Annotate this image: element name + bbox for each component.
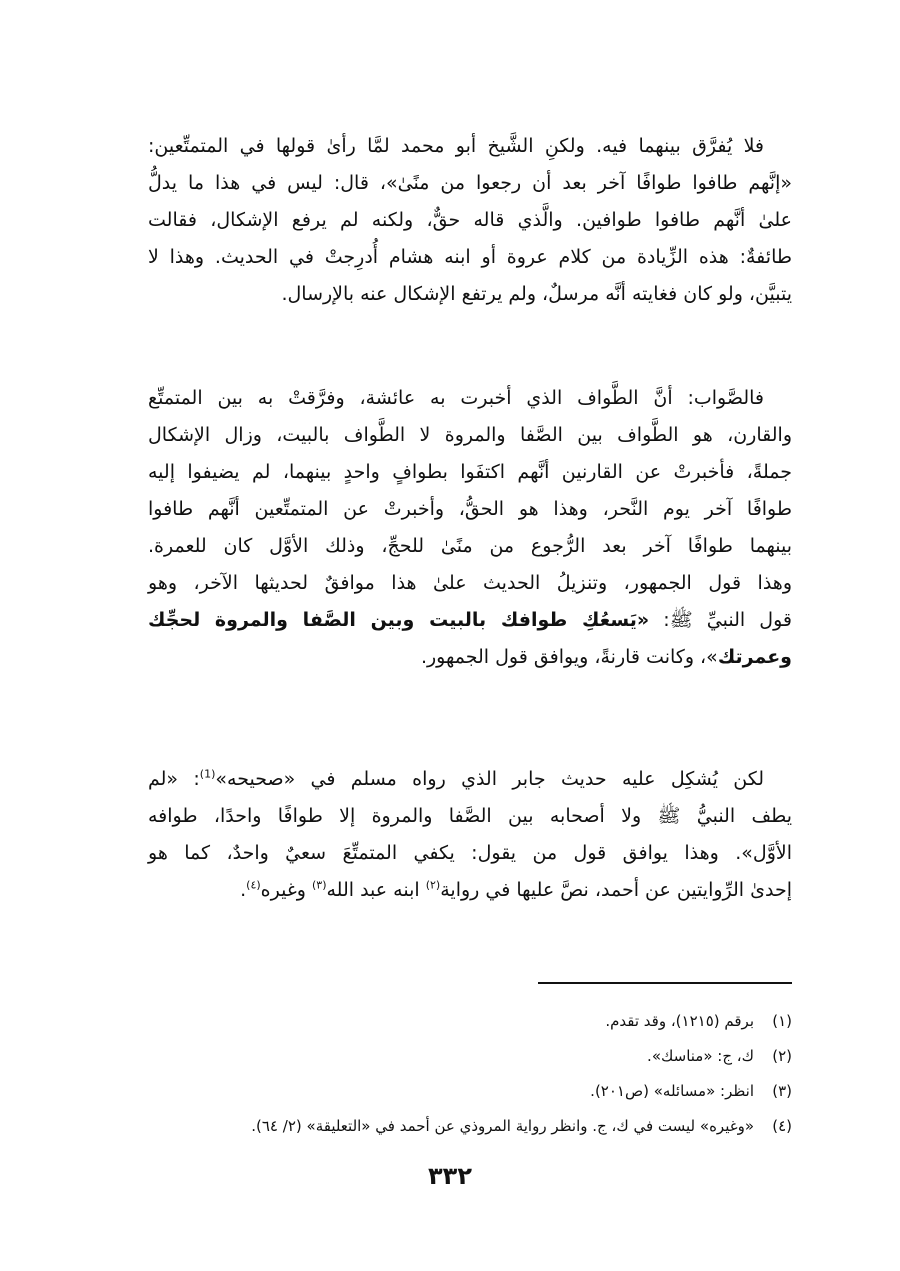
footnote-number: (١) xyxy=(772,1012,792,1030)
footnote-separator xyxy=(538,982,792,984)
hadith-quote: «يَسعُكِ طوافك بالبيت وبين الصَّفا والمروة لحجِّك xyxy=(148,609,650,631)
text-line xyxy=(148,761,792,798)
footnote xyxy=(148,1004,792,1039)
text-line xyxy=(148,417,792,454)
text-line xyxy=(148,239,792,276)
text-line xyxy=(148,872,792,909)
text-line xyxy=(148,276,792,313)
text-line xyxy=(148,565,792,602)
text-segment: الأوَّل». وهذا يوافق قول من يقول: يكفي المتمتِّعَ سعيٌ واحدٌ، كما هو xyxy=(148,842,792,864)
text-segment: قول النبيِّ ﷺ: xyxy=(649,609,792,631)
text-segment: يتبيَّن، ولو كان فغايته أنَّه مرسلٌ، ولم يرتفع الإشكال عنه بالإرسال. xyxy=(281,283,792,305)
text-segment: وهذا قول الجمهور، وتنزيلُ الحديث علىٰ هذا موافقٌ لحديثها الآخر، وهو xyxy=(148,572,792,594)
paragraph-2 xyxy=(148,380,792,676)
footnote xyxy=(148,1109,792,1144)
text-segment: بينهما طوافًا آخر بعد الرُّجوع من منًىٰ للحجِّ، وذلك الأوَّل كان للعمرة. xyxy=(148,535,792,557)
footnote-text: انظر: «مسائله» (ص٢٠١). xyxy=(590,1082,754,1100)
text-segment: وغيره xyxy=(260,879,312,901)
hadith-quote: وعمرتك xyxy=(717,646,792,668)
text-segment: جملةً، فأخبرتْ عن القارنين أنَّهم اكتفَوا بطوافٍ واحدٍ بينهما، لم يضيفوا إليه xyxy=(148,461,792,483)
paragraph-1 xyxy=(148,128,792,313)
text-line xyxy=(148,380,792,417)
text-segment: «إنَّهم طافوا طوافًا آخر بعد أن رجعوا من منًىٰ»، قال: ليس في هذا ما يدلُّ xyxy=(148,172,792,194)
text-line xyxy=(148,128,792,165)
text-segment: طائفةٌ: هذه الزِّيادة من كلام عروة أو ابنه هشام أُدرِجتْ في الحديث. وهذا لا xyxy=(148,246,792,268)
text-segment: : «لم xyxy=(148,768,200,790)
text-segment: لكن يُشكِل عليه حديث جابر الذي رواه مسلم في «صحيحه» xyxy=(215,768,765,790)
text-segment: طوافًا آخر يوم النَّحر، وهذا هو الحقُّ، وأخبرتْ عن المتمتِّعين أنَّهم طافوا xyxy=(148,498,792,520)
text-segment: علىٰ أنَّهم طافوا طوافين. والَّذي قاله حقٌّ، ولكنه لم يرفع الإشكال، فقالت xyxy=(148,209,792,231)
text-segment: فلا يُفرَّق بينهما فيه. ولكنِ الشَّيخ أبو محمد لمَّا رأىٰ قولها في المتمتِّعين: xyxy=(148,135,764,157)
footnote-text: برقم (١٢١٥)، وقد تقدم. xyxy=(605,1012,754,1030)
text-line xyxy=(148,454,792,491)
footnote-reference: (٢) xyxy=(425,878,441,892)
text-segment: ابنه عبد الله xyxy=(326,879,426,901)
text-line xyxy=(148,165,792,202)
text-segment: »، وكانت قارنةً، ويوافق قول الجمهور. xyxy=(420,646,718,668)
footnote-number: (٢) xyxy=(772,1047,792,1065)
paragraph-3 xyxy=(148,761,792,909)
footnote-number: (٣) xyxy=(772,1082,792,1100)
text-segment: فالصَّواب: أنَّ الطَّواف الذي أخبرت به عائشة، وفرَّقتْ به بين المتمتِّع xyxy=(148,387,764,409)
footnote-reference: (٤) xyxy=(246,878,261,892)
footnote xyxy=(148,1074,792,1109)
page-number: ٣٣٢ xyxy=(428,1162,472,1190)
text-line xyxy=(148,835,792,872)
text-line xyxy=(148,491,792,528)
text-segment: يطف النبيُّ ﷺ ولا أصحابه بين الصَّفا والمروة إلا طوافًا واحدًا، طوافه xyxy=(148,805,792,827)
text-line xyxy=(148,798,792,835)
text-line xyxy=(148,639,792,676)
footnote-text: ك، ج: «مناسك». xyxy=(647,1047,754,1065)
footnote-number: (٤) xyxy=(772,1117,792,1135)
footnote-reference: (٣) xyxy=(311,878,327,892)
text-line xyxy=(148,602,792,639)
text-line xyxy=(148,528,792,565)
footnote-reference: (1) xyxy=(199,767,216,781)
footnote-text: «وغيره» ليست في ك، ج. وانظر رواية المروذي عن أحمد في «التعليقة» (٢/ ٦٤). xyxy=(251,1117,754,1135)
text-segment: . xyxy=(240,879,247,901)
text-line xyxy=(148,202,792,239)
text-segment: والقارن، هو الطَّواف بين الصَّفا والمروة لا الطَّواف بالبيت، وزال الإشكال xyxy=(148,424,792,446)
footnote xyxy=(148,1039,792,1074)
text-segment: إحدىٰ الرِّوايتين عن أحمد، نصَّ عليها في رواية xyxy=(440,879,792,901)
footnotes xyxy=(148,1004,792,1144)
